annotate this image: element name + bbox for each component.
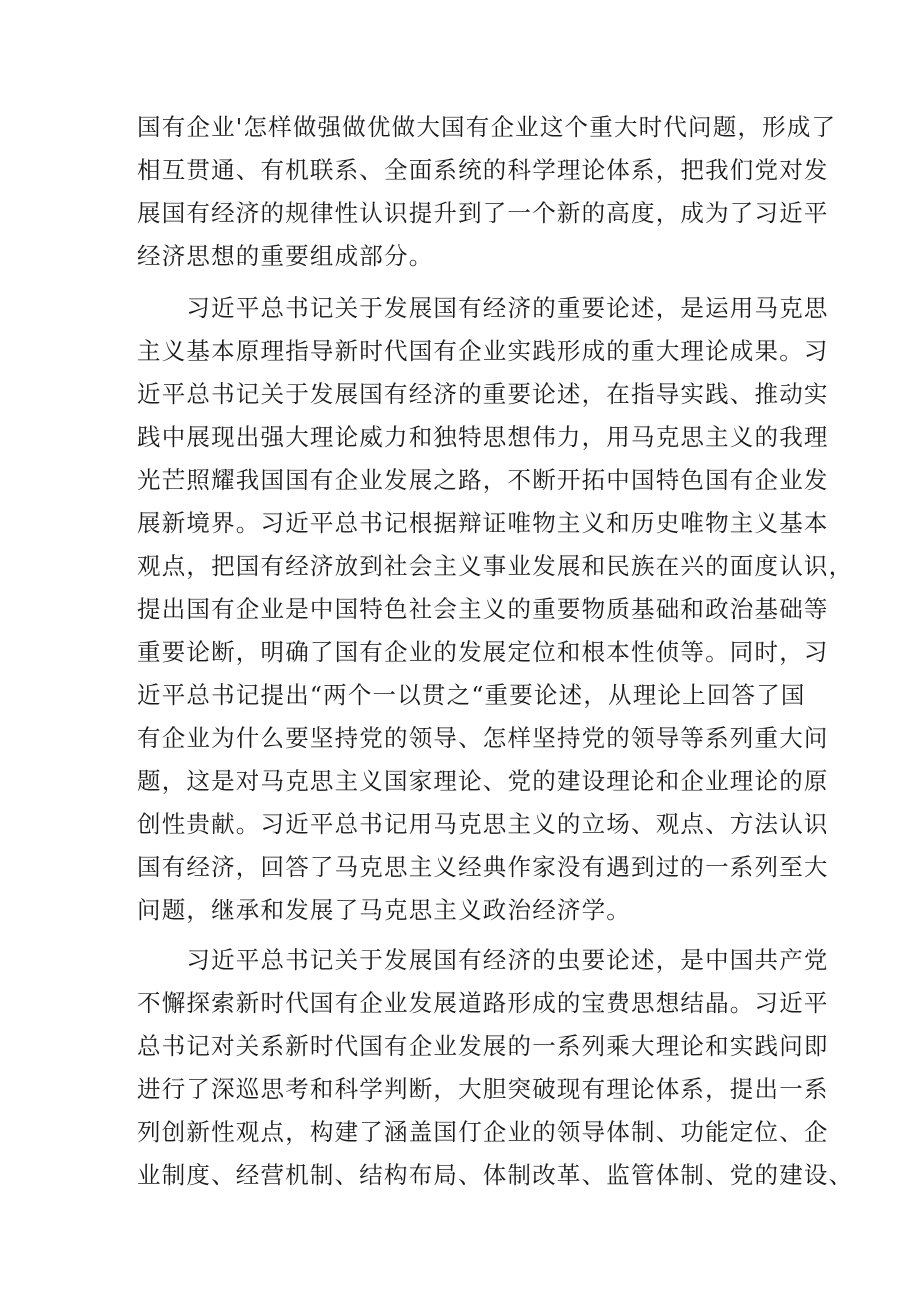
text-line: 光芒照耀我国国有企业发展之路，不断开拓中国特色国有企业发 xyxy=(137,466,829,494)
text-line: 展国有经济的规律性认识提升到了一个新的高度，成为了习近平 xyxy=(137,199,829,227)
text-line: 观点，把国有经济放到社会主义事业发展和民族在兴的面度认识， xyxy=(137,552,854,580)
text-line: 习近平总书记关于发展国有经济的重要论述，是运用马克思 xyxy=(137,294,829,322)
text-line: 近平总书记提出“两个一以贯之“重要论述，从理论上回答了国 xyxy=(137,681,806,709)
text-line: 题，这是对马克思主义国家理论、党的建设理论和企业理论的原 xyxy=(137,767,829,795)
text-line: 创性贵献。习近平总书记用马克思主义的立场、观点、方法认识 xyxy=(137,810,829,838)
text-line: 不懈探索新时代国有企业发展道路形成的宝费思想结晶。习近平 xyxy=(137,989,829,1017)
text-line: 总书记对关系新时代国有企业发展的一系列乘大理论和实践问即 xyxy=(137,1032,829,1060)
text-line: 业制度、经营机制、结构布局、体制改革、监管体制、党的建设、 xyxy=(137,1161,854,1189)
text-line: 展新境界。习近平总书记根据辩证唯物主义和历史唯物主义基本 xyxy=(137,509,829,537)
text-line: 重要论断，明确了国有企业的发展定位和根本性侦等。同时，习 xyxy=(137,638,829,666)
text-line: 有企业为什么要坚持党的领导、怎样坚持党的领导等系列重大问 xyxy=(137,724,829,752)
text-line: 提出国有企业是中国特色社会主义的重要物质基础和政治基础等 xyxy=(137,595,829,623)
text-line: 践中展现出强大理论威力和独特思想伟力，用马克思主义的我理 xyxy=(137,423,829,451)
text-line: 经济思想的重要组成部分。 xyxy=(137,242,434,270)
text-line: 习近平总书记关于发展国有经济的虫要论述，是中国共产党 xyxy=(137,946,829,974)
text-line: 进行了深巡思考和科学判断，大胆突破现有理论体系，提出一系 xyxy=(137,1075,829,1103)
text-line: 国有企业'怎样做强做优做大国有企业这个重大时代问题，形成了 xyxy=(137,113,837,141)
text-line: 国有经济，回答了马克思主义经典作家没有遇到过的一系列至大 xyxy=(137,853,829,881)
text-line: 列创新性观点，构建了涵盖国仃企业的领导体制、功能定位、企 xyxy=(137,1118,829,1146)
text-line: 相互贯通、有机联系、全面系统的科学理论体系，把我们党对发 xyxy=(137,156,829,184)
text-line: 问题，继承和发展了马克思主义政治经济学。 xyxy=(137,896,631,924)
text-line: 主义基本原理指导新时代国有企业实践形成的重大理论成果。习 xyxy=(137,337,829,365)
text-line: 近平总书记关于发展国有经济的重要论述，在指导实践、推动实 xyxy=(137,380,829,408)
